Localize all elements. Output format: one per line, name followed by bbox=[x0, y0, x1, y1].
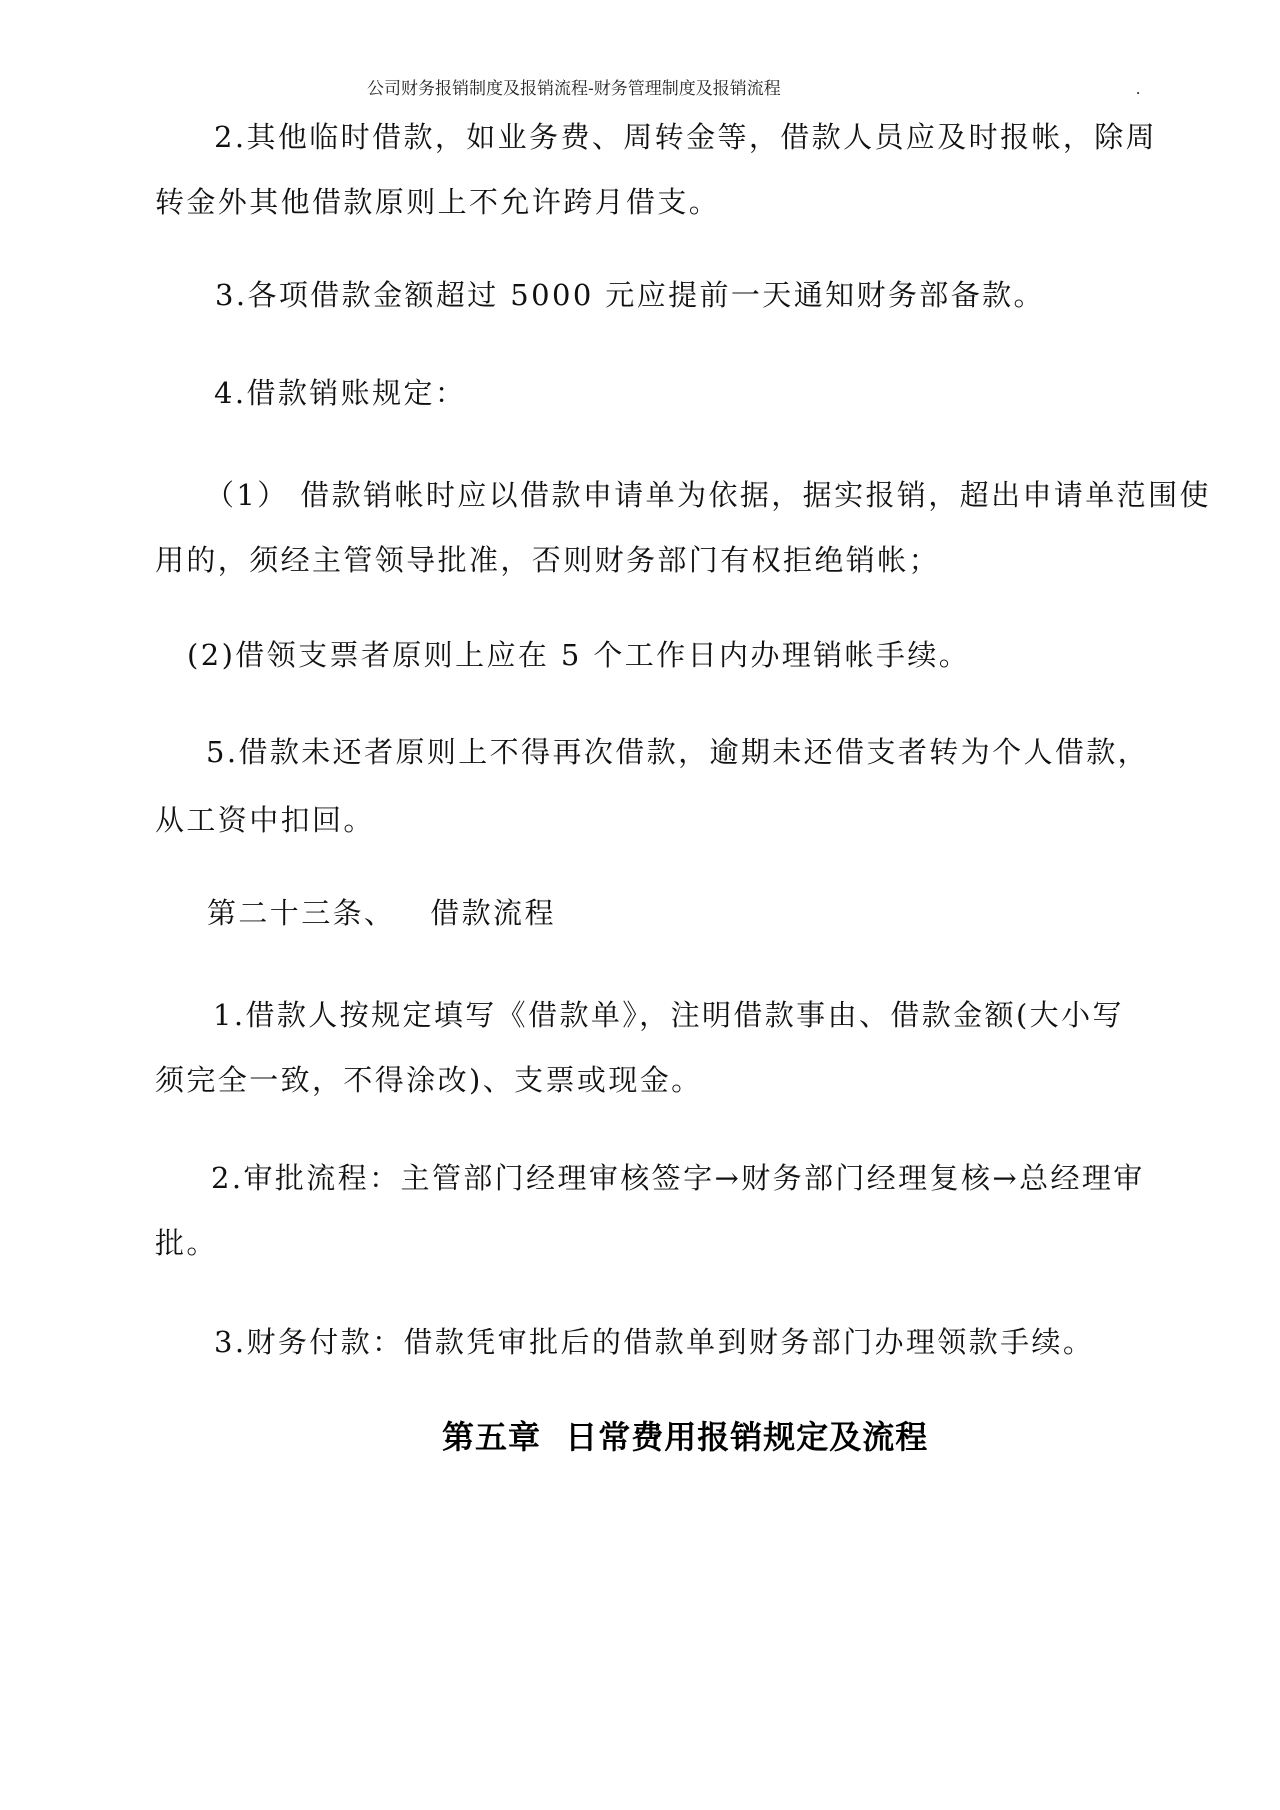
running-header: 公司财务报销制度及报销流程-财务管理制度及报销流程 bbox=[367, 79, 781, 99]
paragraph-line: 批。 bbox=[155, 1226, 218, 1260]
paragraph-line: 转金外其他借款原则上不允许跨月借支。 bbox=[155, 185, 721, 219]
header-marker: . bbox=[1136, 79, 1141, 98]
paragraph-line: (2)借领支票者原则上应在 5 个工作日内办理销帐手续。 bbox=[187, 638, 971, 672]
chapter-title: 第五章 日常费用报销规定及流程 bbox=[442, 1418, 929, 1456]
paragraph-line: 须完全一致，不得涂改)、支票或现金。 bbox=[155, 1063, 703, 1097]
paragraph-line: 从工资中扣回。 bbox=[155, 803, 375, 837]
paragraph-line: 2.其他临时借款，如业务费、周转金等，借款人员应及时报帐，除周 bbox=[214, 120, 1158, 154]
paragraph-line: 4.借款销账规定： bbox=[214, 376, 467, 410]
paragraph-line: 3.财务付款：借款凭审批后的借款单到财务部门办理领款手续。 bbox=[214, 1325, 1095, 1359]
section-heading: 第二十三条、 借款流程 bbox=[207, 896, 556, 930]
paragraph-line: 5.借款未还者原则上不得再次借款，逾期未还借支者转为个人借款， bbox=[206, 735, 1150, 769]
paragraph-line: 3.各项借款金额超过 5000 元应提前一天通知财务部备款。 bbox=[215, 278, 1045, 312]
paragraph-line: （1） 借款销帐时应以借款申请单为依据，据实报销，超出申请单范围使 bbox=[205, 478, 1211, 512]
paragraph-line: 用的，须经主管领导批准，否则财务部门有权拒绝销帐； bbox=[155, 543, 941, 577]
paragraph-line: 2.审批流程：主管部门经理审核签字→财务部门经理复核→总经理审 bbox=[211, 1161, 1145, 1195]
paragraph-line: 1.借款人按规定填写《借款单》，注明借款事由、借款金额(大小写 bbox=[213, 998, 1124, 1032]
